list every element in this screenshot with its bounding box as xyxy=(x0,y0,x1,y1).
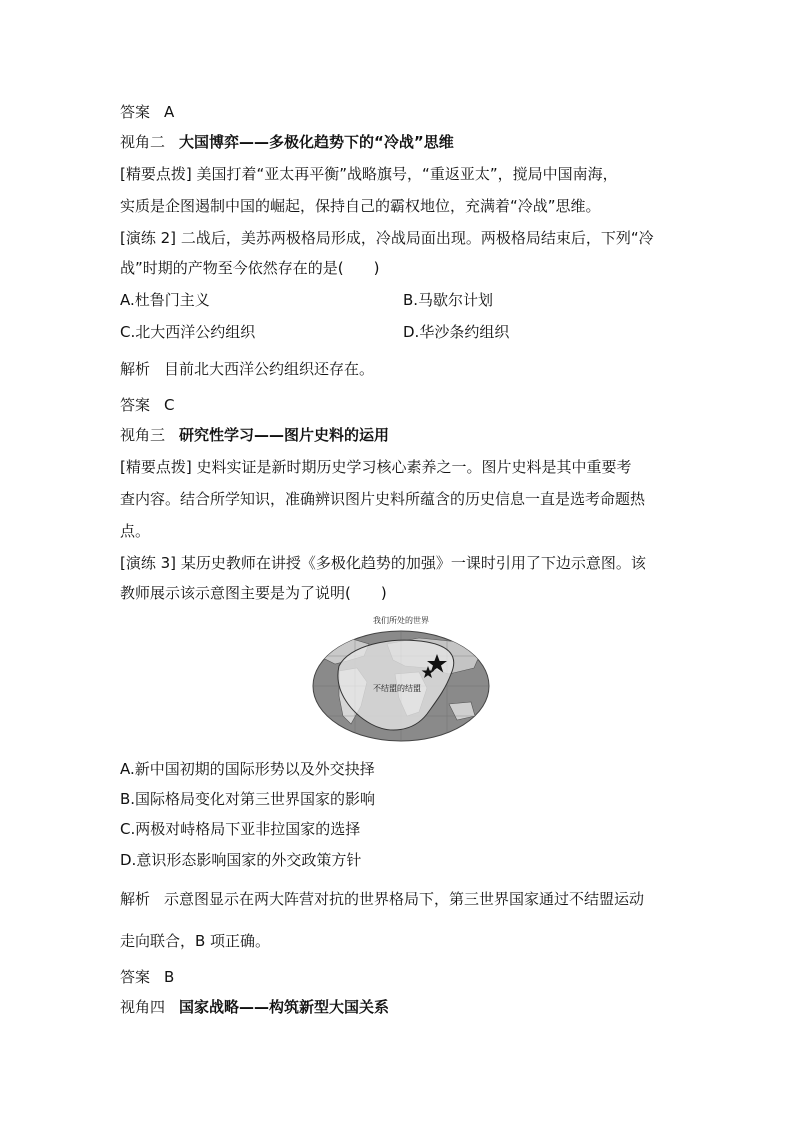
exercise-2-option-a: A.杜鲁门主义 xyxy=(120,291,210,309)
answer-value: A xyxy=(164,103,175,121)
exercise-3-line-2: 教师展示该示意图主要是为了说明( ) xyxy=(120,584,387,602)
perspective-label: 视角三 xyxy=(120,426,166,444)
exercise-2-option-c: C.北大西洋公约组织 xyxy=(120,323,256,341)
analysis-text: 示意图显示在两大阵营对抗的世界格局下，第三世界国家通过不结盟运动 xyxy=(164,890,645,908)
exercise-3-option-c: C.两极对峙格局下亚非拉国家的选择 xyxy=(120,820,361,838)
exercise-3-option-b: B.国际格局变化对第三世界国家的影响 xyxy=(120,790,376,808)
tip-text: 史料实证是新时期历史学习核心素养之一。图片史料是其中重要考 xyxy=(196,458,632,476)
exercise-2-line-1 xyxy=(120,228,654,248)
exercise-tag: [演练 2] xyxy=(120,229,177,247)
perspective-4-heading xyxy=(120,997,389,1017)
analysis-3-line-1 xyxy=(120,889,644,909)
answer-label: 答案 xyxy=(120,968,151,986)
perspective-title: 国家战略——构筑新型大国关系 xyxy=(179,998,390,1016)
perspective-label: 视角四 xyxy=(120,998,166,1016)
answer-value: B xyxy=(164,968,175,986)
analysis-label: 解析 xyxy=(120,890,151,908)
answer-1 xyxy=(120,102,174,122)
map-title: 我们所处的世界 xyxy=(373,616,429,625)
world-map-image xyxy=(309,616,493,742)
tip-tag: [精要点拨] xyxy=(120,165,192,183)
tip-3-line-3: 点。 xyxy=(120,522,151,540)
perspective-2-heading xyxy=(120,132,454,152)
exercise-text: 某历史教师在讲授《多极化趋势的加强》一课时引用了下边示意图。该 xyxy=(180,554,646,572)
analysis-text: 目前北大西洋公约组织还存在。 xyxy=(164,360,375,378)
tip-3-line-2: 查内容。结合所学知识，准确辨识图片史料所蕴含的历史信息一直是选考命题热 xyxy=(120,490,646,508)
perspective-3-heading xyxy=(120,425,389,445)
perspective-label: 视角二 xyxy=(120,133,166,151)
exercise-tag: [演练 3] xyxy=(120,554,177,572)
map-region-label: 不结盟的结盟 xyxy=(373,684,421,693)
world-map-figure xyxy=(309,616,493,742)
tip-3-line-1 xyxy=(120,457,632,477)
exercise-3-option-a: A.新中国初期的国际形势以及外交抉择 xyxy=(120,760,375,778)
exercise-2-line-2: 战”时期的产物至今依然存在的是( ) xyxy=(120,259,380,277)
answer-label: 答案 xyxy=(120,396,151,414)
tip-2-line-2: 实质是企图遏制中国的崛起，保持自己的霸权地位，充满着“冷战”思维。 xyxy=(120,197,601,215)
tip-tag: [精要点拨] xyxy=(120,458,192,476)
answer-label: 答案 xyxy=(120,103,151,121)
analysis-2 xyxy=(120,359,374,379)
answer-3 xyxy=(120,967,174,987)
exercise-2-option-b: B.马歇尔计划 xyxy=(403,291,494,309)
answer-value: C xyxy=(164,396,175,414)
exercise-2-option-d: D.华沙条约组织 xyxy=(403,323,510,341)
perspective-title: 大国博弈——多极化趋势下的“冷战”思维 xyxy=(179,133,454,151)
analysis-label: 解析 xyxy=(120,360,151,378)
exercise-text: 二战后，美苏两极格局形成，冷战局面出现。两极格局结束后，下列“冷 xyxy=(180,229,654,247)
perspective-title: 研究性学习——图片史料的运用 xyxy=(179,426,390,444)
tip-2-line-1 xyxy=(120,164,618,184)
exercise-3-line-1 xyxy=(120,553,646,573)
exercise-3-option-d: D.意识形态影响国家的外交政策方针 xyxy=(120,851,362,869)
answer-2 xyxy=(120,395,175,415)
analysis-3-line-2: 走向联合，B 项正确。 xyxy=(120,932,271,950)
tip-text: 美国打着“亚太再平衡”战略旗号，“重返亚太”，搅局中国南海， xyxy=(196,165,618,183)
